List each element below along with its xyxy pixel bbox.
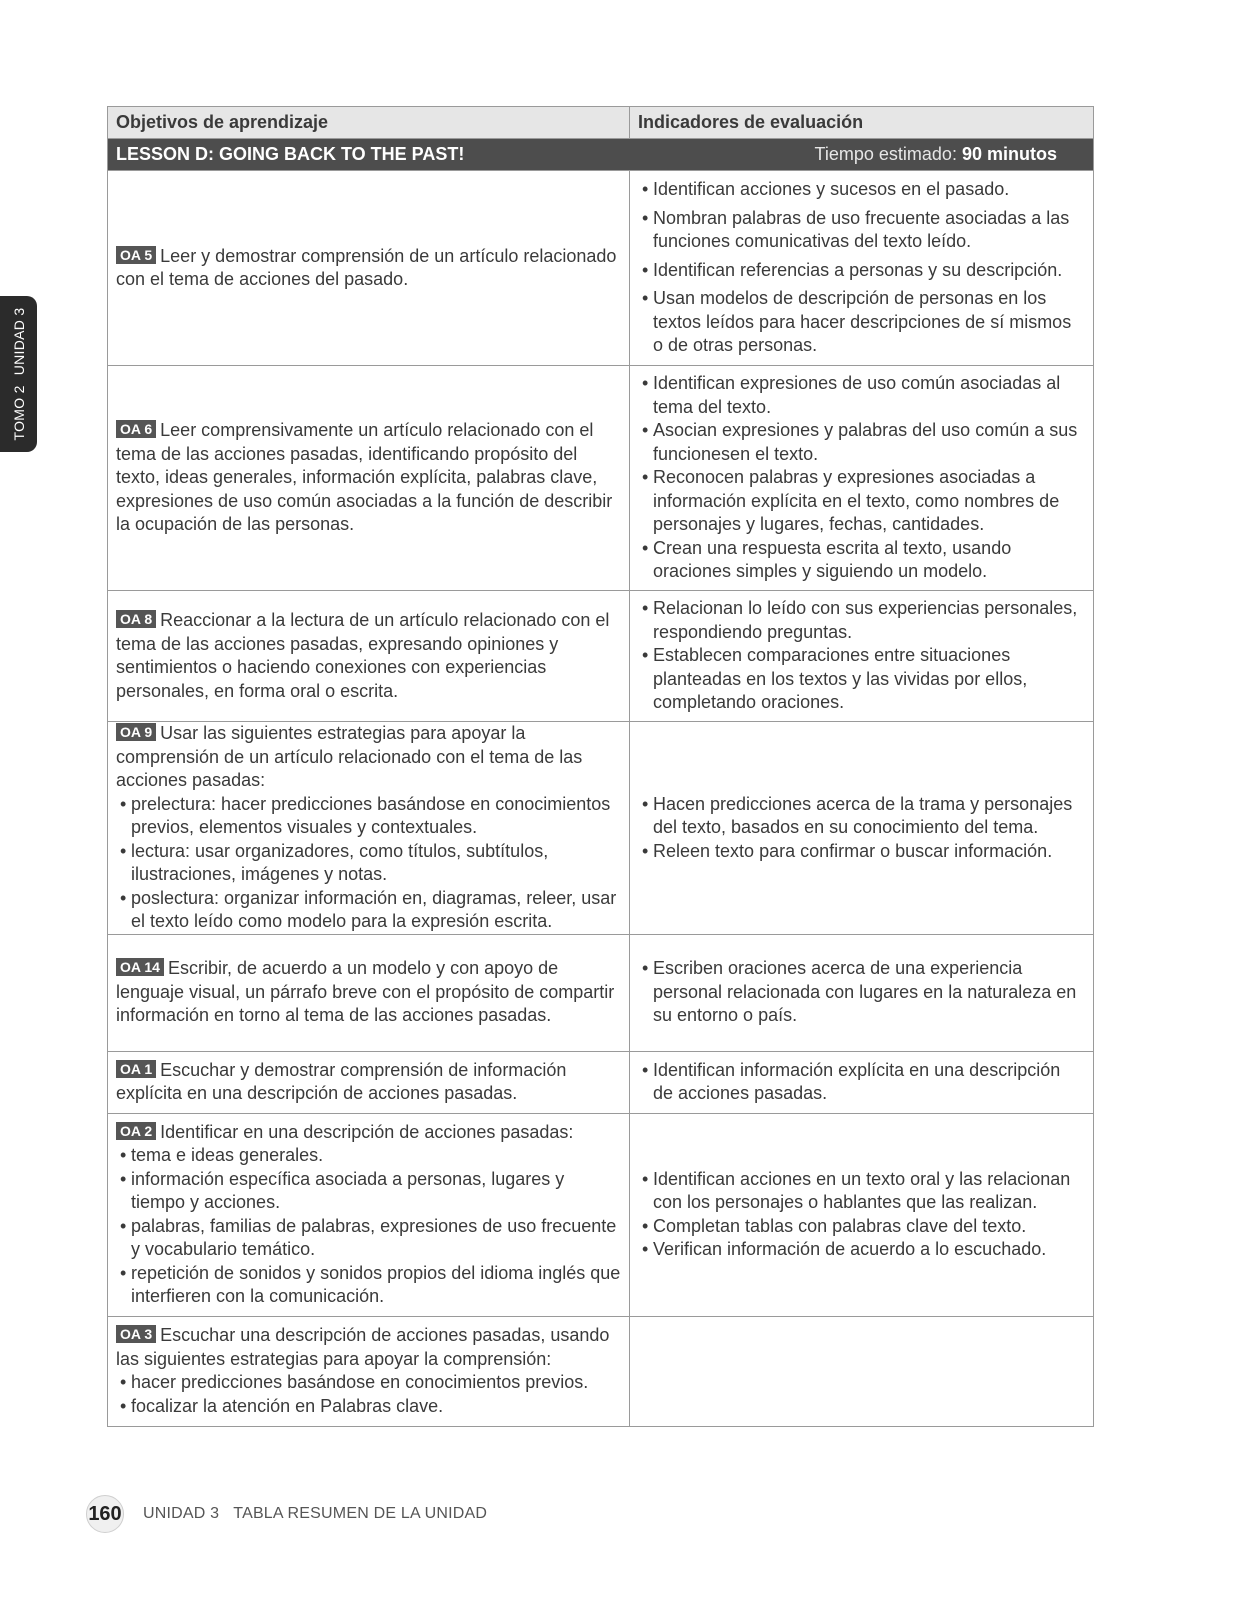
objective-cell — [108, 934, 630, 1051]
objective-text: Leer y demostrar comprensión de un artículo relacionado con el tema de acciones del pasado. — [116, 245, 617, 289]
objective-text-block — [116, 957, 621, 1028]
objective-text-block — [116, 419, 621, 537]
objective-cell — [108, 366, 630, 591]
table-header-row — [108, 107, 1094, 139]
lesson-cell — [108, 139, 1094, 171]
indicator-list — [638, 957, 1085, 1028]
lesson-row — [108, 139, 1094, 171]
summary-table — [107, 106, 1094, 1427]
side-tab-unidad: UNIDAD 3 — [11, 307, 27, 376]
indicator-item: • Hacen predicciones acerca de la trama y personajes del texto, basados en su conocimiento del tema. — [638, 793, 1085, 840]
objective-text-block — [116, 722, 621, 793]
objective-cell — [108, 1316, 630, 1426]
objective-text: Reaccionar a la lectura de un artículo relacionado con el tema de las acciones pasadas, expresando opiniones y sentimientos o haciendo conexiones con experiencias personales, en forma oral o escrita. — [116, 610, 610, 701]
table-row — [108, 1316, 1094, 1426]
objective-bullet: • palabras, familias de palabras, expresiones de uso frecuente y vocabulario temático. — [116, 1215, 621, 1262]
oa-badge: OA 14 — [116, 958, 164, 976]
indicator-item: • Establecen comparaciones entre situaciones planteadas en los textos y las vividas por ellos, completando oraciones. — [638, 644, 1085, 715]
oa-badge: OA 3 — [116, 1325, 156, 1343]
lesson-time-label: Tiempo estimado: — [814, 143, 957, 164]
header-indicators: Indicadores de evaluación — [630, 107, 1094, 139]
footer-label — [143, 1505, 487, 1523]
indicator-list — [638, 597, 1085, 715]
oa-badge: OA 8 — [116, 610, 156, 628]
objective-cell — [108, 171, 630, 366]
footer-section: TABLA RESUMEN DE LA UNIDAD — [233, 1505, 488, 1522]
objective-bullet: • información específica asociada a personas, lugares y tiempo y acciones. — [116, 1168, 621, 1215]
objective-text-block — [116, 245, 621, 292]
objective-bullet: • hacer predicciones basándose en conocimientos previos. — [116, 1371, 621, 1395]
objective-text: Usar las siguientes estrategias para apoyar la comprensión de un artículo relacionado con el tema de las acciones pasadas: — [116, 723, 583, 790]
indicator-item: • Verifican información de acuerdo a lo escuchado. — [638, 1238, 1085, 1262]
indicator-item: • Crean una respuesta escrita al texto, usando oraciones simples y siguiendo un modelo. — [638, 537, 1085, 584]
indicator-item: • Identifican acciones y sucesos en el pasado. — [638, 178, 1085, 202]
objective-bullet: • tema e ideas generales. — [116, 1144, 621, 1168]
objective-text: Identificar en una descripción de acciones pasadas: — [160, 1121, 574, 1142]
lesson-time-value: 90 minutos — [961, 143, 1057, 164]
indicator-list — [638, 178, 1085, 358]
objective-text: Escribir, de acuerdo a un modelo y con apoyo de lenguaje visual, un párrafo breve con el propósito de compartir información en torno al tema de las acciones pasadas. — [116, 958, 615, 1026]
oa-badge: OA 9 — [116, 723, 156, 741]
objective-text: Escuchar una descripción de acciones pasadas, usando las siguientes estrategias para apoyar la comprensión: — [116, 1325, 610, 1369]
indicator-item: • Identifican expresiones de uso común asociadas al tema del texto. — [638, 372, 1085, 419]
indicator-item: • Asocian expresiones y palabras del uso común a sus funcionesen el texto. — [638, 419, 1085, 466]
objective-bullet: • lectura: usar organizadores, como títulos, subtítulos, ilustraciones, imágenes y notas. — [116, 840, 621, 887]
side-tab-label — [11, 308, 27, 441]
objective-text: Escuchar y demostrar comprensión de información explícita en una descripción de acciones pasadas. — [116, 1059, 567, 1103]
indicator-item: • Reconocen palabras y expresiones asociadas a información explícita en el texto, como nombres de personajes y lugares, fechas, cantidades. — [638, 466, 1085, 537]
indicator-item: • Nombran palabras de uso frecuente asociadas a las funciones comunicativas del texto leído. — [638, 207, 1085, 254]
oa-badge: OA 1 — [116, 1060, 156, 1078]
table-row — [108, 1113, 1094, 1316]
table-row — [108, 366, 1094, 591]
objective-bullet: • focalizar la atención en Palabras clave. — [116, 1395, 621, 1419]
indicator-cell — [630, 722, 1094, 935]
indicator-list — [638, 1059, 1085, 1106]
indicator-item: • Identifican acciones en un texto oral y las relacionan con los personajes o hablantes que las realizan. — [638, 1168, 1085, 1215]
objective-text-block — [116, 1324, 621, 1371]
indicator-list — [638, 372, 1085, 584]
oa-badge: OA 5 — [116, 246, 156, 264]
indicator-list — [638, 1168, 1085, 1262]
indicator-list — [638, 793, 1085, 864]
table-row — [108, 591, 1094, 722]
indicator-item: • Relacionan lo leído con sus experiencias personales, respondiendo preguntas. — [638, 597, 1085, 644]
indicator-item: • Escriben oraciones acerca de una experiencia personal relacionada con lugares en la naturaleza en su entorno o país. — [638, 957, 1085, 1028]
table-row — [108, 722, 1094, 935]
indicator-item: • Identifican referencias a personas y su descripción. — [638, 259, 1085, 283]
header-objectives: Objetivos de aprendizaje — [108, 107, 630, 139]
oa-badge: OA 6 — [116, 420, 156, 438]
objective-text-block — [116, 1121, 621, 1145]
objective-text-block — [116, 1059, 621, 1106]
page-number: 160 — [86, 1495, 124, 1533]
indicator-item: • Completan tablas con palabras clave del texto. — [638, 1215, 1085, 1239]
objective-cell — [108, 1113, 630, 1316]
table-row — [108, 1051, 1094, 1113]
objective-bullet: • poslectura: organizar información en, diagramas, releer, usar el texto leído como modelo para la expresión escrita. — [116, 887, 621, 934]
indicator-item: • Releen texto para confirmar o buscar información. — [638, 840, 1085, 864]
indicator-cell — [630, 1051, 1094, 1113]
indicator-cell — [630, 1113, 1094, 1316]
indicator-cell — [630, 1316, 1094, 1426]
oa-badge: OA 2 — [116, 1122, 156, 1140]
objective-bullet-list — [116, 793, 621, 934]
objective-text: Leer comprensivamente un artículo relacionado con el tema de las acciones pasadas, identificando propósito del texto, ideas generales, información explícita, palabras clave, expresiones de uso común asociadas a la función de describir la ocupación de las personas. — [116, 420, 613, 535]
indicator-cell — [630, 366, 1094, 591]
indicator-cell — [630, 171, 1094, 366]
objective-cell — [108, 1051, 630, 1113]
footer-unit: UNIDAD 3 — [143, 1505, 220, 1522]
side-tab-tomo: TOMO 2 — [11, 385, 27, 441]
objective-bullet-list — [116, 1371, 621, 1418]
indicator-item: • Usan modelos de descripción de personas en los textos leídos para hacer descripciones de sí mismos o de otras personas. — [638, 287, 1085, 358]
indicator-item: • Identifican información explícita en una descripción de acciones pasadas. — [638, 1059, 1085, 1106]
table-row — [108, 934, 1094, 1051]
indicator-cell — [630, 591, 1094, 722]
objective-bullet-list — [116, 1144, 621, 1309]
lesson-title: LESSON D: GOING BACK TO THE PAST! — [116, 143, 465, 164]
objective-bullet: • repetición de sonidos y sonidos propios del idioma inglés que interfieren con la comunicación. — [116, 1262, 621, 1309]
objective-cell — [108, 722, 630, 935]
lesson-time — [815, 143, 1057, 167]
objective-text-block — [116, 609, 621, 703]
table-row — [108, 171, 1094, 366]
indicator-cell — [630, 934, 1094, 1051]
objective-cell — [108, 591, 630, 722]
objective-bullet: • prelectura: hacer predicciones basándose en conocimientos previos, elementos visuales y contextuales. — [116, 793, 621, 840]
